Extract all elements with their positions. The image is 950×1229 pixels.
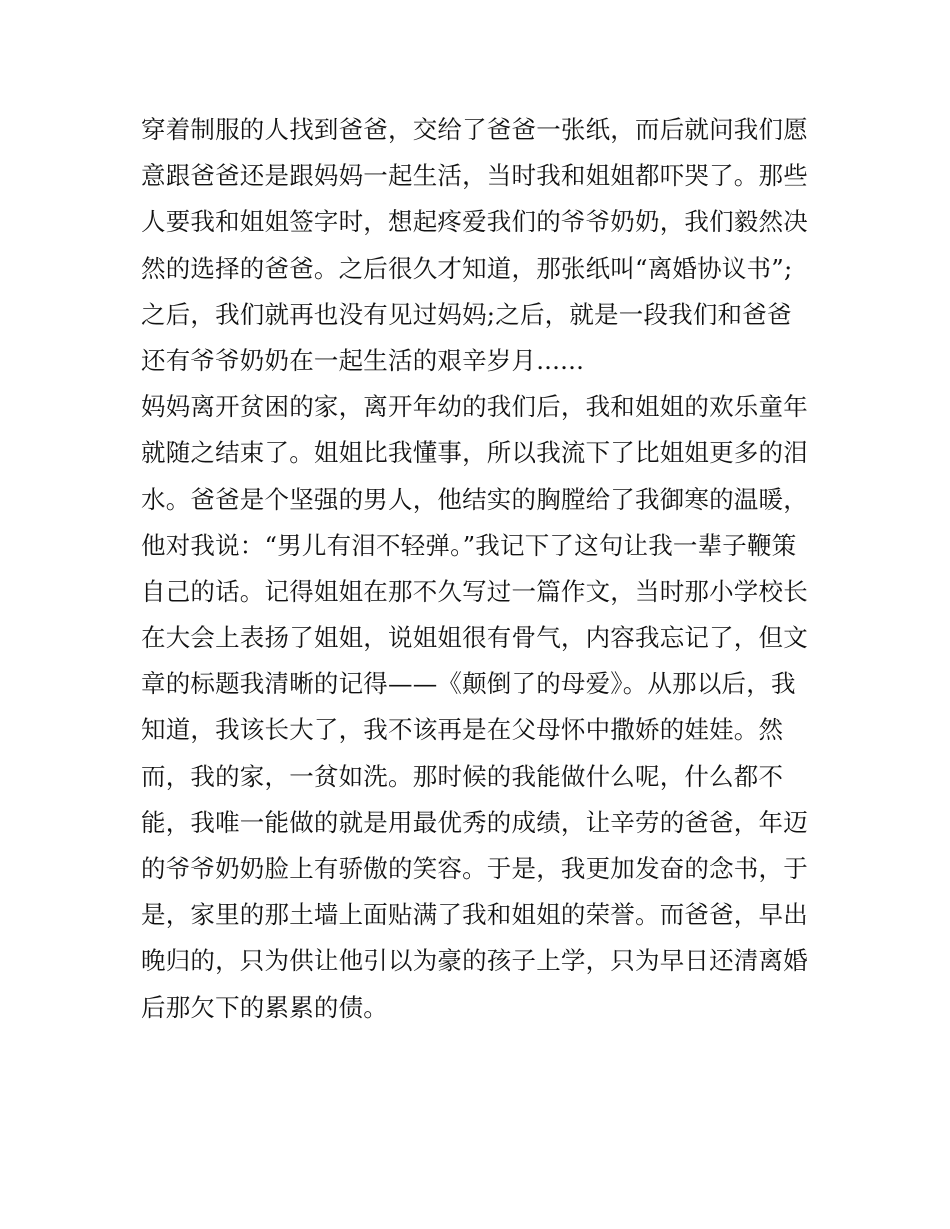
text-line: 妈妈离开贫困的家，离开年幼的我们后，我和姐姐的欢乐童年 xyxy=(141,392,808,422)
text-line: 然的选择的爸爸。之后很久才知道，那张纸叫“离婚协议书”; xyxy=(141,253,793,283)
text-line: 在大会上表扬了姐姐，说姐姐很有骨气，内容我忘记了，但文 xyxy=(141,623,808,653)
text-line: 晚归的，只为供让他引以为豪的孩子上学，只为早日还清离婚 xyxy=(141,946,808,976)
text-line: 意跟爸爸还是跟妈妈一起生活，当时我和姐姐都吓哭了。那些 xyxy=(141,161,808,191)
text-line: 的爷爷奶奶脸上有骄傲的笑容。于是，我更加发奋的念书，于 xyxy=(141,854,808,883)
text-line: 章的标题我清晰的记得——《颠倒了的母爱》。从那以后，我 xyxy=(141,669,796,699)
text-line: 就随之结束了。姐姐比我懂事，所以我流下了比姐姐更多的泪 xyxy=(141,438,808,468)
text-line: 还有爷爷奶奶在一起生活的艰辛岁月...... xyxy=(141,345,585,375)
text-line: 知道，我该长大了，我不该再是在父母怀中撒娇的娃娃。然 xyxy=(141,715,784,745)
text-line: 之后，我们就再也没有见过妈妈;之后，就是一段我们和爸爸 xyxy=(141,299,792,329)
text-line: 自己的话。记得姐姐在那不久写过一篇作文，当时那小学校长 xyxy=(141,576,808,606)
text-line: 是，家里的那土墙上面贴满了我和姐姐的荣誉。而爸爸，早出 xyxy=(141,900,808,930)
text-line: 而，我的家，一贫如洗。那时候的我能做什么呢，什么都不 xyxy=(141,761,784,791)
text-line: 后那欠下的累累的债。 xyxy=(141,992,388,1022)
text-line: 能，我唯一能做的就是用最优秀的成绩，让辛劳的爸爸，年迈 xyxy=(141,807,808,837)
text-line: 他对我说：“男儿有泪不轻弹。”我记下了这句让我一辈子鞭策 xyxy=(141,530,797,560)
document-body-text xyxy=(141,107,813,1031)
text-line: 人要我和姐姐签字时，想起疼爱我们的爷爷奶奶，我们毅然决 xyxy=(141,207,808,237)
text-line: 水。爸爸是个坚强的男人，他结实的胸膛给了我御寒的温暖， xyxy=(141,484,808,514)
text-line: 穿着制服的人找到爸爸，交给了爸爸一张纸，而后就问我们愿 xyxy=(141,115,808,144)
